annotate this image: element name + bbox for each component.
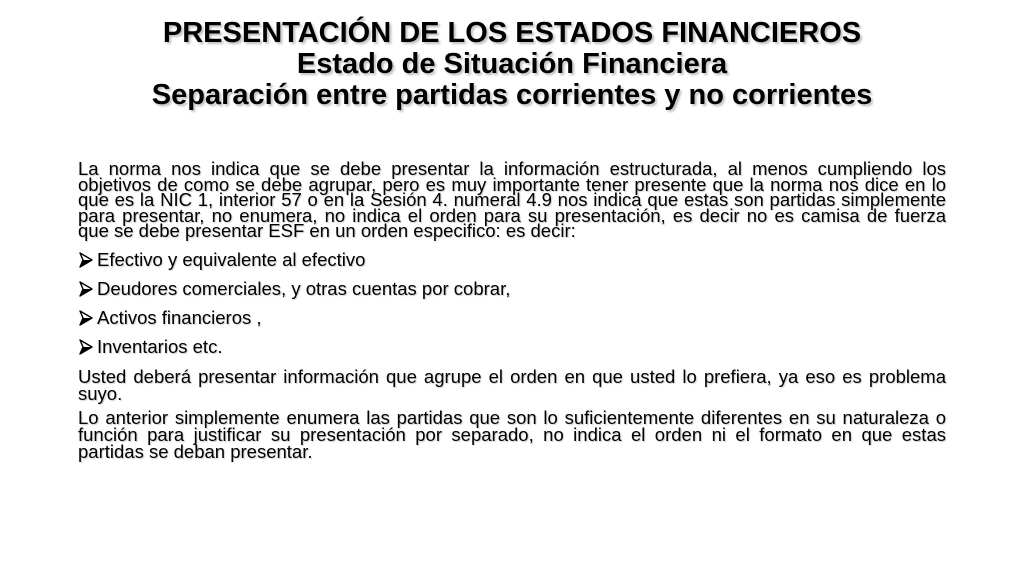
intro-paragraph: La norma nos indica que se debe presentar la información estructurada, al menos cumpliendo los objetivos de como se debe agrupar, pero es muy importante tener presente que la norma nos dice en lo que es la NIC 1, interior 57 o en la Sesión 4. numeral 4.9 nos indica que estas son partidas simplemente para presentar, no enumera, no indica el orden para su presentación, es decir no es camisa de fuerza que se debe presentar ESF en un orden especifico: es decir: [78, 158, 946, 241]
bullet-text: Efectivo y equivalente al efectivo [97, 249, 366, 270]
paragraph-conclusion: Lo anterior simplemente enumera las partidas que son lo suficientemente diferentes en su naturaleza o función para justificar su presentación por separado, no indica el orden ni el formato en que estas partidas se deban presentar. [78, 406, 946, 462]
bullet-item [78, 275, 946, 304]
arrow-bullet-icon [78, 281, 94, 297]
bullet-text: Inventarios etc. [97, 336, 223, 357]
bullet-text: Activos financieros , [97, 307, 262, 328]
title-line-subtitle: Estado de Situación Financiera [296, 48, 728, 80]
bullet-item [78, 246, 946, 275]
arrow-bullet-icon [78, 252, 94, 268]
bullet-item [78, 304, 946, 333]
bullet-list [78, 246, 946, 362]
slide-title [40, 18, 984, 111]
arrow-bullet-icon [78, 339, 94, 355]
title-line-main: PRESENTACIÓN DE LOS ESTADOS FINANCIEROS [162, 17, 862, 49]
paragraph-preference: Usted deberá presentar información que agrupe el orden en que usted lo prefiera, ya eso es problema suyo. [78, 365, 946, 404]
bullet-item [78, 333, 946, 362]
arrow-bullet-icon [78, 310, 94, 326]
title-line-topic: Separación entre partidas corrientes y no corrientes [151, 79, 873, 111]
bullet-text: Deudores comerciales, y otras cuentas por cobrar, [97, 278, 511, 299]
slide-body [78, 158, 946, 467]
